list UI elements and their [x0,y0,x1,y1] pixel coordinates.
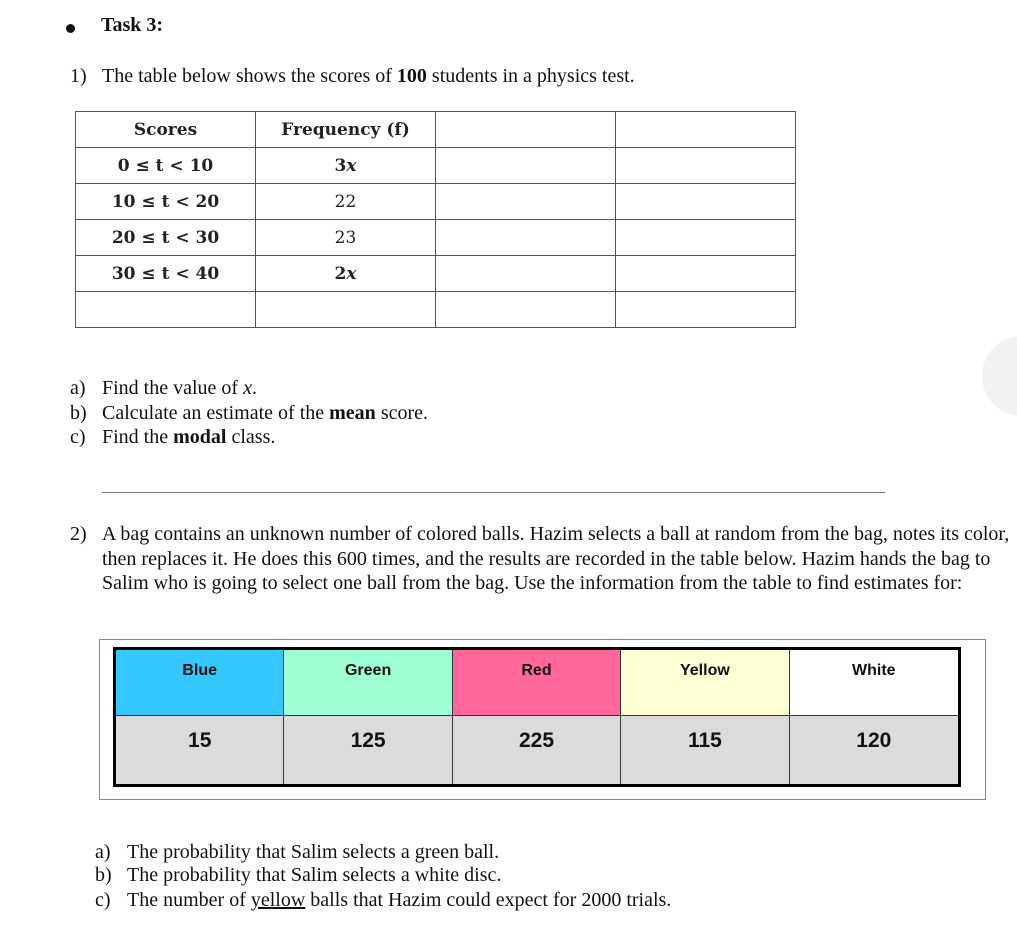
table-row [76,148,796,184]
empty-cell [436,256,616,292]
empty-cell [616,220,796,256]
color-header-white: White [790,650,958,716]
freq-cell: 23 [256,220,436,256]
scores-table [75,111,796,328]
table-header-row [76,112,796,148]
empty-cell [436,148,616,184]
score-cell: 10 ≤ t < 20 [76,184,256,220]
count-green: 125 [284,716,452,784]
empty-cell [616,148,796,184]
header-empty [436,112,616,148]
empty-cell [436,292,616,328]
empty-cell [436,220,616,256]
divider [102,492,885,493]
header-frequency: Frequency (f) [256,112,436,148]
empty-cell [616,184,796,220]
empty-cell [616,292,796,328]
freq-cell: 22 [256,184,436,220]
table-row [76,184,796,220]
count-yellow: 115 [621,716,789,784]
color-header-blue: Blue [116,650,284,716]
freq-cell: 3x [256,148,436,184]
score-cell: 30 ≤ t < 40 [76,256,256,292]
freq-cell: 2x [256,256,436,292]
empty-cell [436,184,616,220]
empty-cell [616,256,796,292]
q2-number: 2) [70,523,87,545]
color-header-red: Red [453,650,621,716]
table-row-empty [76,292,796,328]
table-row [76,220,796,256]
empty-cell [256,292,436,328]
task-title: Task 3: [101,14,164,36]
bullet-icon [66,24,75,33]
q1-number: 1) [70,65,87,87]
count-red: 225 [453,716,621,784]
empty-cell [76,292,256,328]
balls-table [113,647,961,787]
color-header-yellow: Yellow [621,650,789,716]
score-cell: 0 ≤ t < 10 [76,148,256,184]
q2-text: A bag contains an unknown number of colored balls. Hazim selects a ball at random from the bag, notes its color, then replaces it. He does this 600 times, and the results are recorded in the table below. Hazim hands the bag to Salim who is going to select one ball from the bag. Use the information from the table to find estimates for: [102,523,1010,594]
q1-text: The table below shows the scores of 100 students in a physics test. [102,65,635,87]
header-empty [616,112,796,148]
count-white: 120 [790,716,958,784]
header-scores: Scores [76,112,256,148]
table-row [76,256,796,292]
score-cell: 20 ≤ t < 30 [76,220,256,256]
count-blue: 15 [116,716,284,784]
decorative-circle [982,336,1017,416]
color-header-green: Green [284,650,452,716]
